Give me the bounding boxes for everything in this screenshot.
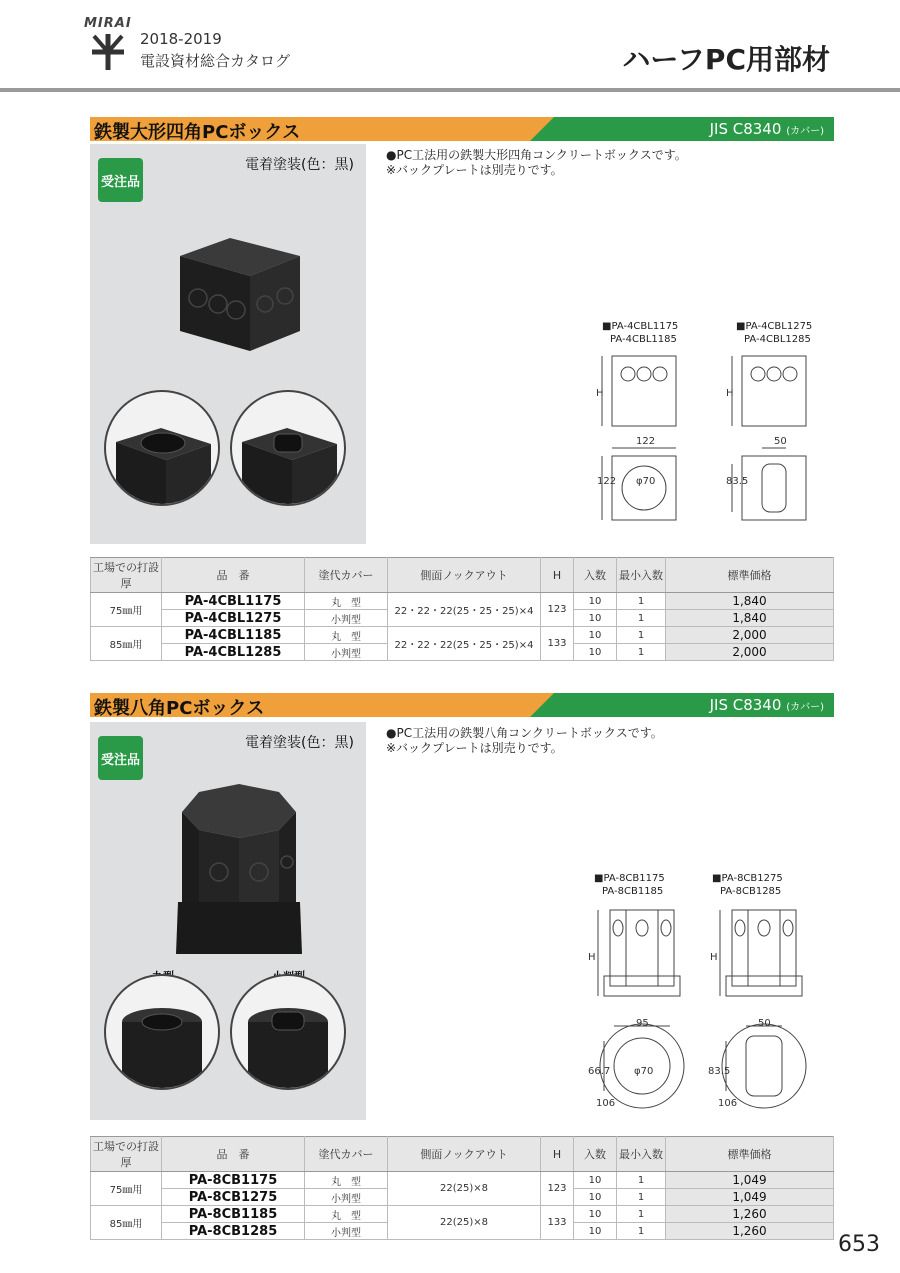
description-2: ●PC工法用の鉄製八角コンクリートボックスです。 ※バックプレートは別売りです。 xyxy=(386,726,663,755)
product-photo-panel xyxy=(90,144,366,544)
jis-standard: JIS C8340 (カバー) xyxy=(709,696,824,714)
diagram-label-round: ■PA-4CBL1175 PA-4CBL1185 xyxy=(602,321,679,345)
dim-phi: φ70 xyxy=(636,476,656,487)
dim-slot-width: 50 xyxy=(758,1018,771,1029)
section-header-1 xyxy=(90,117,834,141)
product-photo-panel xyxy=(90,722,366,1120)
dim-h-2: H xyxy=(726,388,734,399)
coating-label: 電着塗装(色：黒) xyxy=(245,735,354,751)
spec-table-1 xyxy=(90,557,834,661)
table-row: PA-4CBL1285 小判型 10 1 2,000 xyxy=(91,644,834,661)
diagram-label-oval: ■PA-8CB1275 PA-8CB1285 xyxy=(712,873,783,897)
dim-width: 122 xyxy=(636,436,656,447)
dim-slot-depth: 83.5 xyxy=(726,476,749,487)
dim-width: 95 xyxy=(636,1018,649,1029)
coating-label: 電着塗装(色：黒) xyxy=(245,157,354,173)
diagram-label-oval: ■PA-4CBL1275 PA-4CBL1285 xyxy=(736,321,813,345)
dim-h-1: H xyxy=(588,952,596,963)
dim-diameter-2: 106 xyxy=(718,1098,738,1109)
octagon-box-image xyxy=(174,782,304,962)
dim-h-2: H xyxy=(710,952,718,963)
order-badge: 受注品 xyxy=(98,736,143,780)
order-badge: 受注品 xyxy=(98,158,143,202)
page-category-title: ハーフPC用部材 xyxy=(622,43,830,76)
dim-phi: φ70 xyxy=(634,1066,654,1077)
oval-cover-closeup xyxy=(230,974,346,1090)
table-row: 85㎜用 PA-8CB1185 丸 型 22(25)×8 133 10 1 1,260 xyxy=(91,1206,834,1223)
dim-depth: 122 xyxy=(597,476,617,487)
table-row: PA-8CB1285 小判型 10 1 1,260 xyxy=(91,1223,834,1240)
header-divider xyxy=(0,88,900,92)
octagon-box-drawing xyxy=(584,906,824,1118)
table-header-row: 工場での打設厚 品 番 塗代カバー 側面ノックアウト H 入数 最小入数 標準価格 xyxy=(91,1137,834,1172)
round-cover-closeup xyxy=(104,974,220,1090)
dim-depth: 66.7 xyxy=(588,1066,611,1077)
spec-table-2 xyxy=(90,1136,834,1240)
table-row: PA-4CBL1275 小判型 10 1 1,840 xyxy=(91,610,834,627)
description-1: ●PC工法用の鉄製大形四角コンクリートボックスです。 ※バックプレートは別売りです。 xyxy=(386,148,687,177)
table-row: PA-8CB1275 小判型 10 1 1,049 xyxy=(91,1189,834,1206)
table-row: 75㎜用 PA-8CB1175 丸 型 22(25)×8 123 10 1 1,049 xyxy=(91,1172,834,1189)
logo-text: MIRAI xyxy=(84,16,132,31)
oval-cover-closeup xyxy=(230,390,346,506)
table-row: 85㎜用 PA-4CBL1185 丸 型 22・22・22(25・25・25)×4 133 10 1 2,000 xyxy=(91,627,834,644)
dim-slot-width: 50 xyxy=(774,436,787,447)
square-box-image xyxy=(170,226,310,356)
section-title: 鉄製大形四角PCボックス xyxy=(94,122,301,143)
square-box-drawing xyxy=(590,352,840,527)
logo-mark-icon xyxy=(86,30,130,74)
table-row: 75㎜用 PA-4CBL1175 丸 型 22・22・22(25・25・25)×4 123 10 1 1,840 xyxy=(91,593,834,610)
dim-diameter: 106 xyxy=(596,1098,616,1109)
diagram-label-round: ■PA-8CB1175 PA-8CB1185 xyxy=(594,873,665,897)
table-header-row: 工場での打設厚 品 番 塗代カバー 側面ノックアウト H 入数 最小入数 標準価格 xyxy=(91,558,834,593)
jis-standard: JIS C8340 (カバー) xyxy=(709,120,824,138)
dim-slot-depth: 83.5 xyxy=(708,1066,731,1077)
section-header-2 xyxy=(90,693,834,717)
section-title: 鉄製八角PCボックス xyxy=(94,698,265,719)
catalog-title: 電設資材総合カタログ xyxy=(140,52,291,70)
page-number: 653 xyxy=(838,1232,880,1257)
dim-h-1: H xyxy=(596,388,604,399)
catalog-year: 2018-2019 xyxy=(140,30,222,48)
round-cover-closeup xyxy=(104,390,220,506)
